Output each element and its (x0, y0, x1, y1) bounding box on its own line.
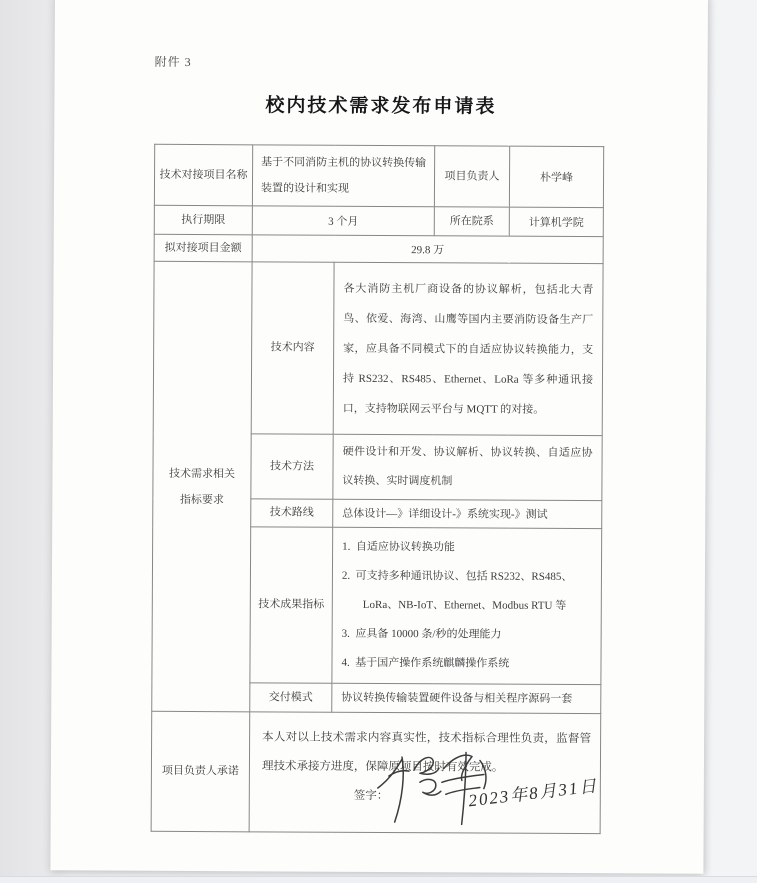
achievement-item: 1. 自适应协议转换功能 (342, 540, 455, 554)
signature-date: 2023年8月31日 (467, 775, 600, 810)
delivery-mode-label: 交付模式 (250, 683, 332, 712)
achievement-item: 3. 应具备 10000 条/秒的处理能力 (341, 627, 502, 641)
row-duration (154, 205, 603, 236)
department-label: 所在院系 (434, 207, 509, 236)
tech-method-value: 硬件设计和开发、协议解析、协议转换、自适应协议转换、实时调度机制 (333, 434, 602, 500)
delivery-mode-value: 协议转换传输装置硬件设备与相关程序源码一套 (332, 683, 601, 713)
project-name-value: 基于不同消防主机的协议转换传输装置的设计和实现 (252, 145, 434, 207)
tech-content-value: 各大消防主机厂商设备的协议解析，包括北大青鸟、依爱、海湾、山鹰等国内主要消防设备生产厂家，应具备不同模式下的自适应协议转换能力，支持 RS232、RS485、Ethernet、LoRa 等多种通讯接口，支持物联网云平台与 MQTT 的对接。 (333, 262, 603, 435)
project-leader-value: 朴学峰 (509, 146, 603, 207)
requirements-label: 技术需求相关 指标要求 (152, 261, 252, 712)
tech-method-label: 技术方法 (251, 434, 333, 499)
achievement-item: 2. 可支持多种通讯协议、包括 RS232、RS485、LoRa、NB-IoT、Ethernet、Modbus RTU 等 (341, 569, 573, 612)
row-commitment (151, 711, 601, 833)
commitment-content (249, 712, 601, 834)
duration-value: 3 个月 (252, 206, 434, 236)
department-value: 计算机学院 (509, 207, 603, 236)
scanned-document-page (50, 0, 708, 874)
commitment-wrap (250, 713, 601, 833)
commitment-text: 本人对以上技术需求内容真实性，技术指标合理性负责，监督管理技术承接方进度，保障原项目按时有效完成。 (261, 730, 592, 774)
commitment-label: 项目负责人承诺 (151, 711, 250, 832)
attachment-label: 附件 3 (154, 54, 192, 70)
tech-route-value: 总体设计—》详细设计-》系统实现-》测试 (333, 499, 602, 528)
tech-achievements-label: 技术成果指标 (250, 527, 333, 683)
row-tech-content (153, 261, 603, 435)
row-project-name (154, 144, 603, 207)
tech-achievements-list (332, 527, 602, 684)
signature-label: 签字： (353, 789, 389, 802)
achievement-item: 4. 基于国产操作系统麒麟操作系统 (341, 656, 510, 670)
viewer-bottom-edge (0, 876, 757, 883)
project-leader-label: 项目负责人 (434, 146, 509, 207)
project-name-label: 技术对接项目名称 (154, 144, 252, 206)
page-title: 校内技术需求发布申请表 (265, 95, 497, 118)
tech-content-label: 技术内容 (251, 262, 334, 434)
amount-value: 29.8 万 (252, 235, 603, 264)
duration-label: 执行期限 (154, 205, 252, 235)
application-form-table (151, 144, 605, 834)
row-amount (154, 234, 603, 263)
tech-route-label: 技术路线 (251, 499, 333, 527)
amount-label: 拟对接项目金额 (154, 234, 252, 262)
